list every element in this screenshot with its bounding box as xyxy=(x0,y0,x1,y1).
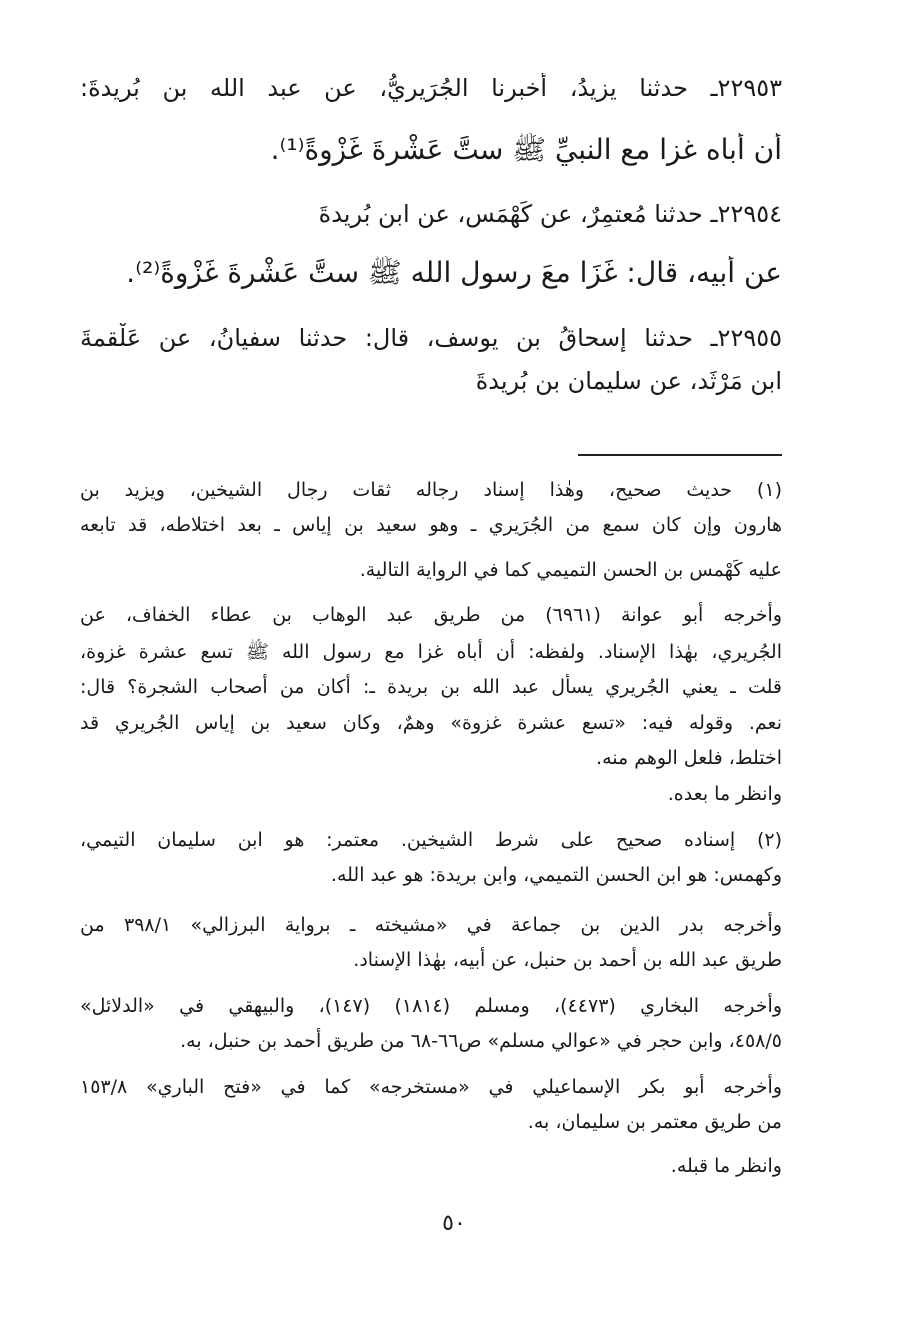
main-line-5: ٢٢٩٥٥ـ حدثنا إسحاقُ بن يوسف، قال: حدثنا سفيانُ، عن عَلْقمةَ xyxy=(80,324,782,352)
footnote-line: هارون وإن كان سمع من الجُرَيري ـ وهو سعيد بن إياس ـ بعد اختلاطه، قد تابعه xyxy=(80,514,782,536)
footnote-line: من طريق معتمر بن سليمان، به. xyxy=(527,1111,782,1133)
main-line-2: أن أباه غزا مع النبيِّ ﷺ ستَّ عَشْرةَ غَزْوةً⁽¹⁾. xyxy=(270,133,782,166)
footnote-line: وانظر ما بعده. xyxy=(667,783,782,805)
main-line-3: ٢٢٩٥٤ـ حدثنا مُعتمِرٌ، عن كَهْمَس، عن ابن بُريدةَ xyxy=(318,200,782,228)
page-number: ٥٠ xyxy=(442,1211,466,1236)
footnote-line: وأخرجه بدر الدين بن جماعة في «مشيخته ـ برواية البرزالي» ٣٩٨/١ من xyxy=(80,914,782,936)
footnote-line: وكهمس: هو ابن الحسن التميمي، وابن بريدة: هو عبد الله. xyxy=(330,864,782,886)
footnote-line: وأخرجه أبو بكر الإسماعيلي في «مستخرجه» كما في «فتح الباري» ١٥٣/٨ xyxy=(80,1076,782,1098)
footnote-line: نعم. وقوله فيه: «تسع عشرة غزوة» وهمٌ، وكان سعيد بن إياس الجُريري قد xyxy=(80,712,782,734)
footnote-line: قلت ـ يعني الجُريري يسأل عبد الله بن بريدة ـ: أكان من أصحاب الشجرة؟ قال: xyxy=(80,676,782,698)
footnote-line: وأخرجه البخاري (٤٤٧٣)، ومسلم (١٨١٤) (١٤٧)، والبيهقي في «الدلائل» xyxy=(80,995,782,1017)
footnotes xyxy=(80,0,782,1200)
main-line-4: عن أبيه، قال: غَزَا معَ رسول الله ﷺ ستَّ عَشْرةَ غَزْوةً⁽²⁾. xyxy=(126,256,782,289)
footnote-line: طريق عبد الله بن أحمد بن حنبل، عن أبيه، بهٰذا الإسناد. xyxy=(353,949,782,971)
footnote-line: الجُريري، بهٰذا الإسناد. ولفظه: أن أباه غزا مع رسول الله ﷺ تسع عشرة غزوة، xyxy=(80,641,782,663)
main-line-6: ابن مَرْثَد، عن سليمان بن بُريدةَ xyxy=(475,367,782,395)
footnote-line: (١) حديث صحيح، وهٰذا إسناد رجاله ثقات رجال الشيخين، ويزيد بن xyxy=(80,479,782,501)
footnote-line: (٢) إسناده صحيح على شرط الشيخين. معتمر: هو ابن سليمان التيمي، xyxy=(80,829,782,851)
footnote-line: اختلط، فلعل الوهم منه. xyxy=(596,747,782,769)
footnote-line: وانظر ما قبله. xyxy=(670,1155,782,1177)
footnote-line: ٤٥٨/٥، وابن حجر في «عوالي مسلم» ص٦٦-٦٨ من طريق أحمد بن حنبل، به. xyxy=(180,1030,782,1052)
footnote-line: وأخرجه أبو عوانة (٦٩٦١) من طريق عبد الوهاب بن عطاء الخفاف، عن xyxy=(80,604,782,626)
main-line-1: ٢٢٩٥٣ـ حدثنا يزيدُ، أخبرنا الجُرَيريُّ، عن عبد الله بن بُريدةَ: xyxy=(80,74,782,102)
footnote-line: عليه كَهْمس بن الحسن التميمي كما في الرواية التالية. xyxy=(359,559,782,581)
